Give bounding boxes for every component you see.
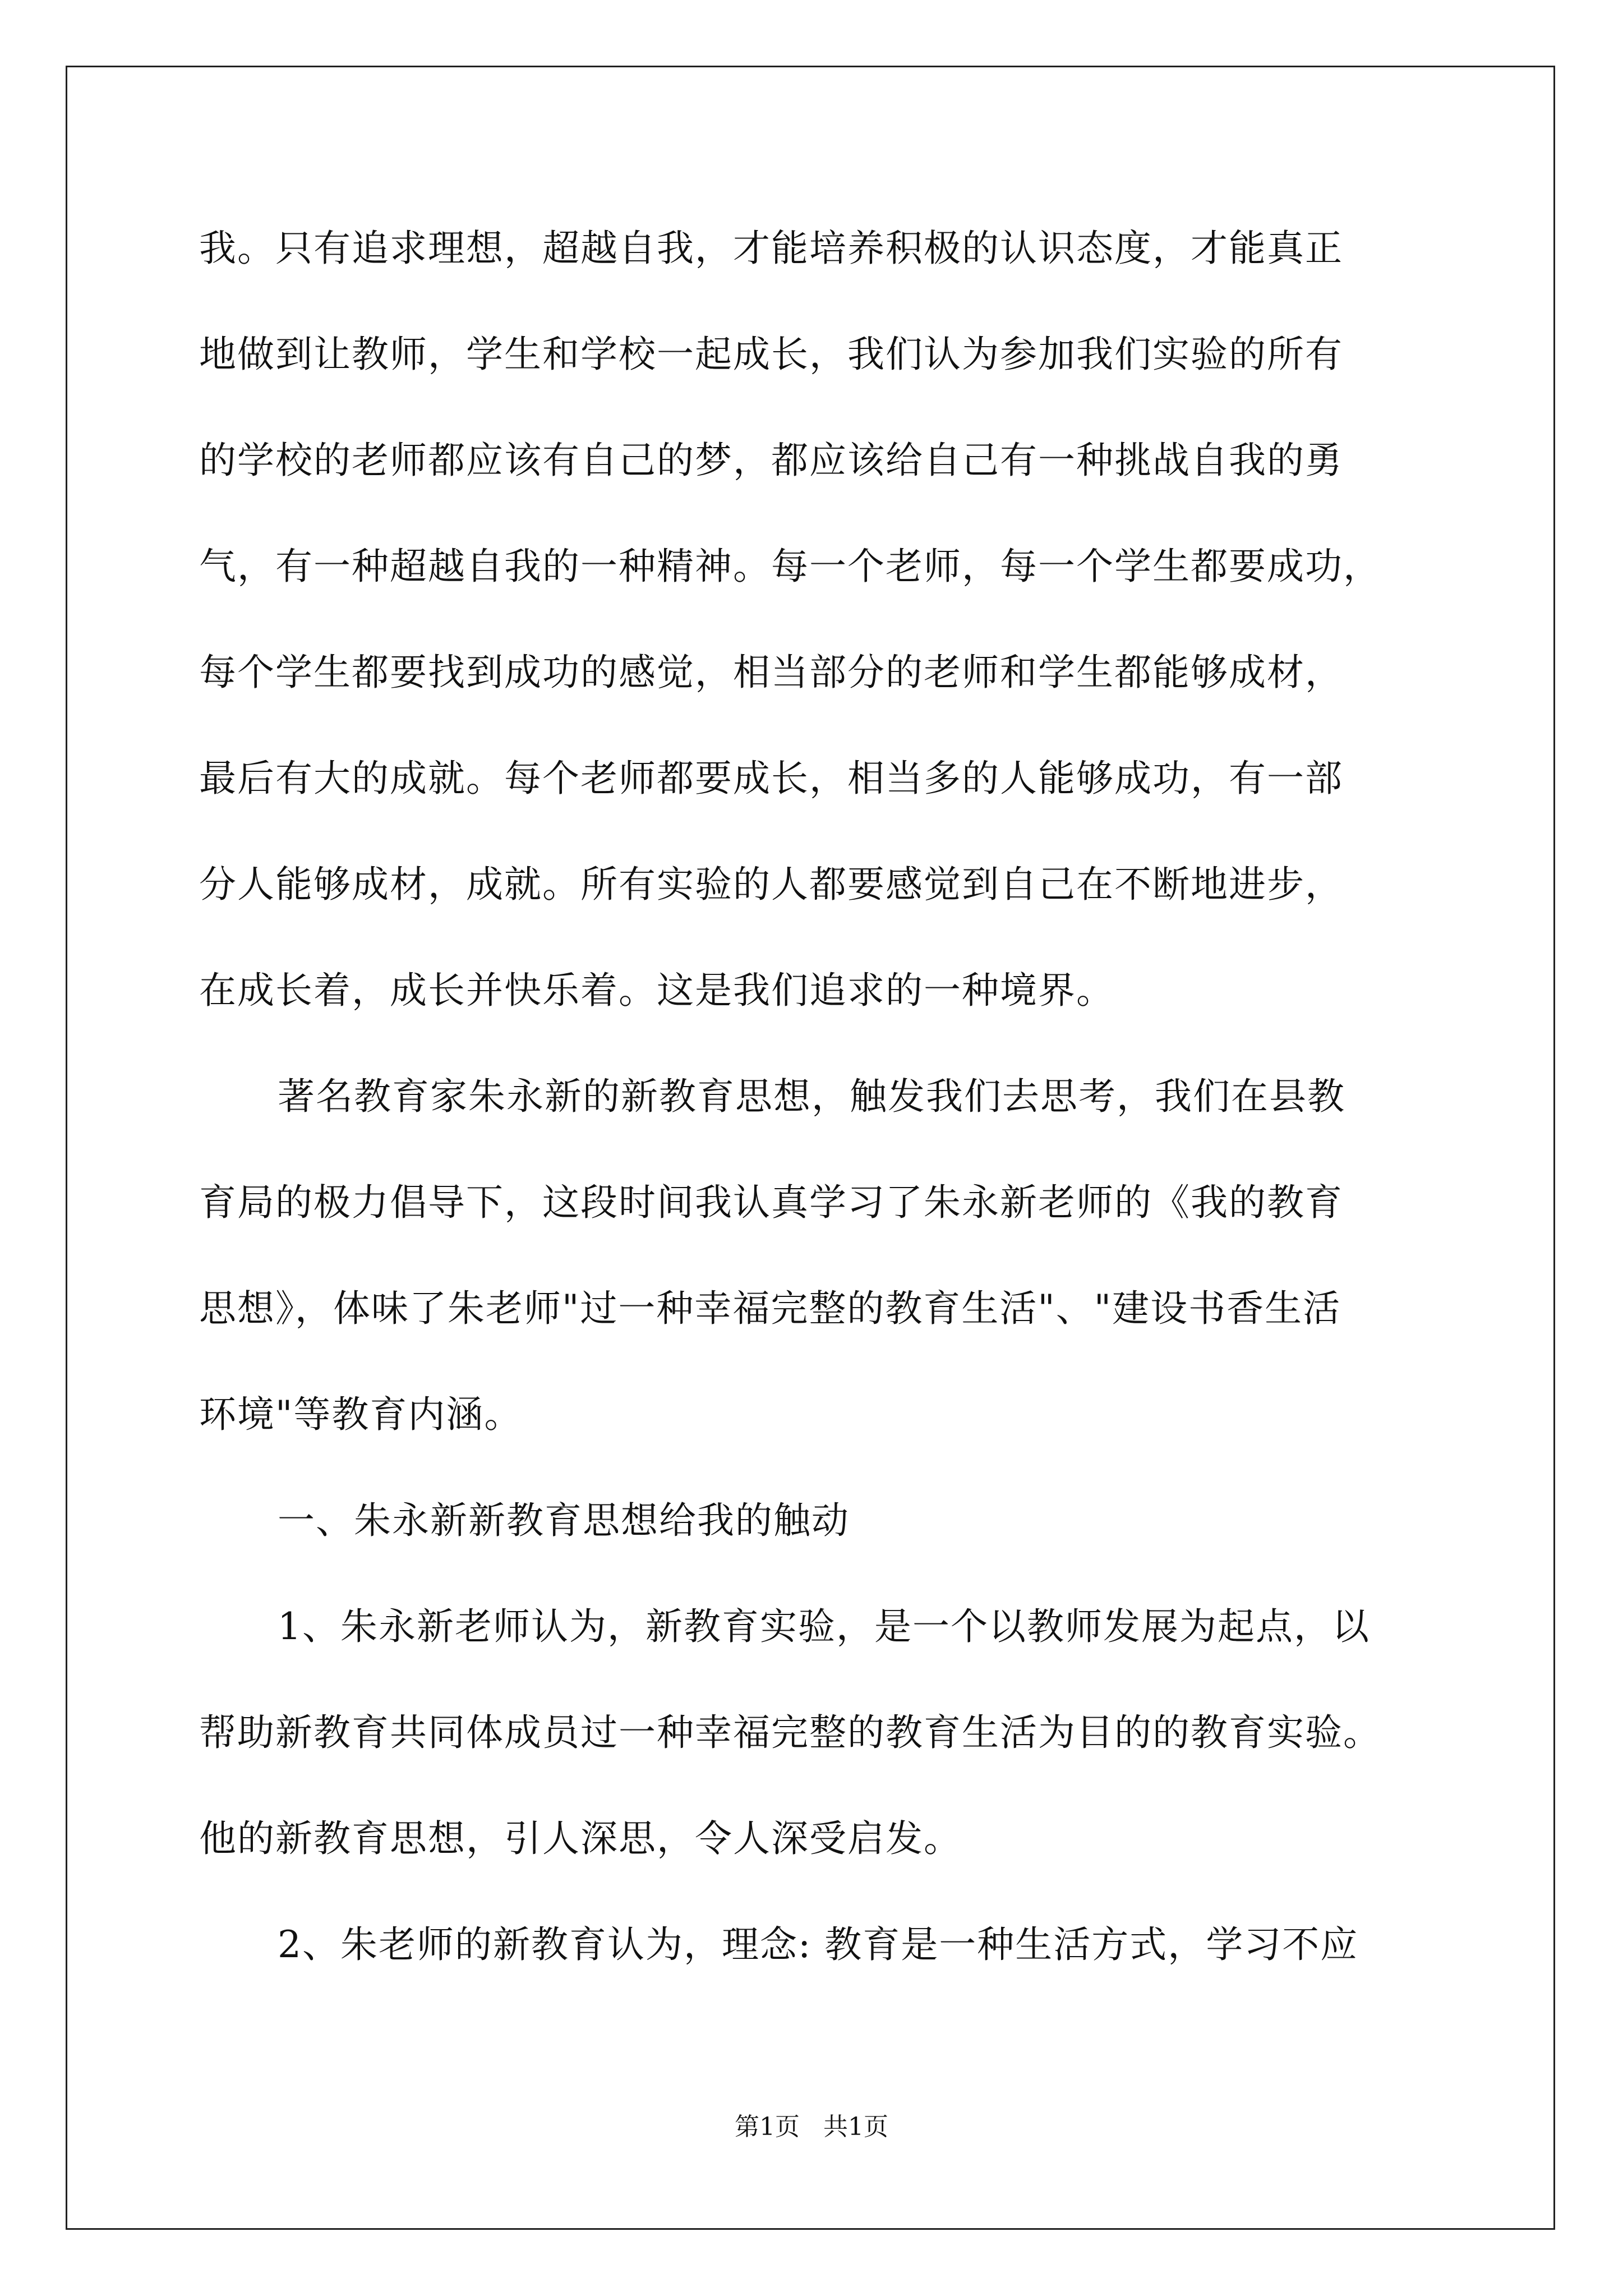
- text-line: 气，有一种超越自我的一种精神。每一个老师，每一个学生都要成功，: [199, 545, 1381, 588]
- text-line: 环境"等教育内涵。: [199, 1393, 523, 1436]
- page-border: [66, 66, 1555, 2230]
- text-line: 他的新教育思想，引人深思，令人深受启发。: [199, 1817, 962, 1860]
- text-line: 分人能够成材，成就。所有实验的人都要感觉到自己在不断地进步，: [199, 863, 1343, 906]
- text-line: 的学校的老师都应该有自己的梦，都应该给自己有一种挑战自我的勇: [199, 439, 1343, 482]
- text-line: 思想》，体味了朱老师"过一种幸福完整的教育生活"、"建设书香生活: [199, 1287, 1341, 1330]
- text-line: 最后有大的成就。每个老师都要成长，相当多的人能够成功，有一部: [199, 757, 1343, 800]
- page-footer: 第1页 共1页: [735, 2113, 888, 2141]
- text-line: 帮助新教育共同体成员过一种幸福完整的教育生活为目的的教育实验。: [199, 1711, 1381, 1754]
- text-line: 在成长着，成长并快乐着。这是我们追求的一种境界。: [199, 969, 1114, 1012]
- text-line: 育局的极力倡导下，这段时间我认真学习了朱永新老师的《我的教育: [199, 1181, 1343, 1224]
- text-line: 地做到让教师，学生和学校一起成长，我们认为参加我们实验的所有: [199, 333, 1343, 376]
- section-heading: 一、朱永新新教育思想给我的触动: [278, 1499, 850, 1542]
- paragraph-first-line: 2、朱老师的新教育认为，理念: 教育是一种生活方式，学习不应: [278, 1923, 1359, 1966]
- text-line: 我。只有追求理想，超越自我，才能培养积极的认识态度，才能真正: [199, 227, 1343, 270]
- paragraph-first-line: 著名教育家朱永新的新教育思想，触发我们去思考，我们在县教: [278, 1075, 1345, 1118]
- text-line: 每个学生都要找到成功的感觉，相当部分的老师和学生都能够成材，: [199, 651, 1343, 694]
- paragraph-first-line: 1、朱永新老师认为，新教育实验，是一个以教师发展为起点，以: [278, 1605, 1370, 1648]
